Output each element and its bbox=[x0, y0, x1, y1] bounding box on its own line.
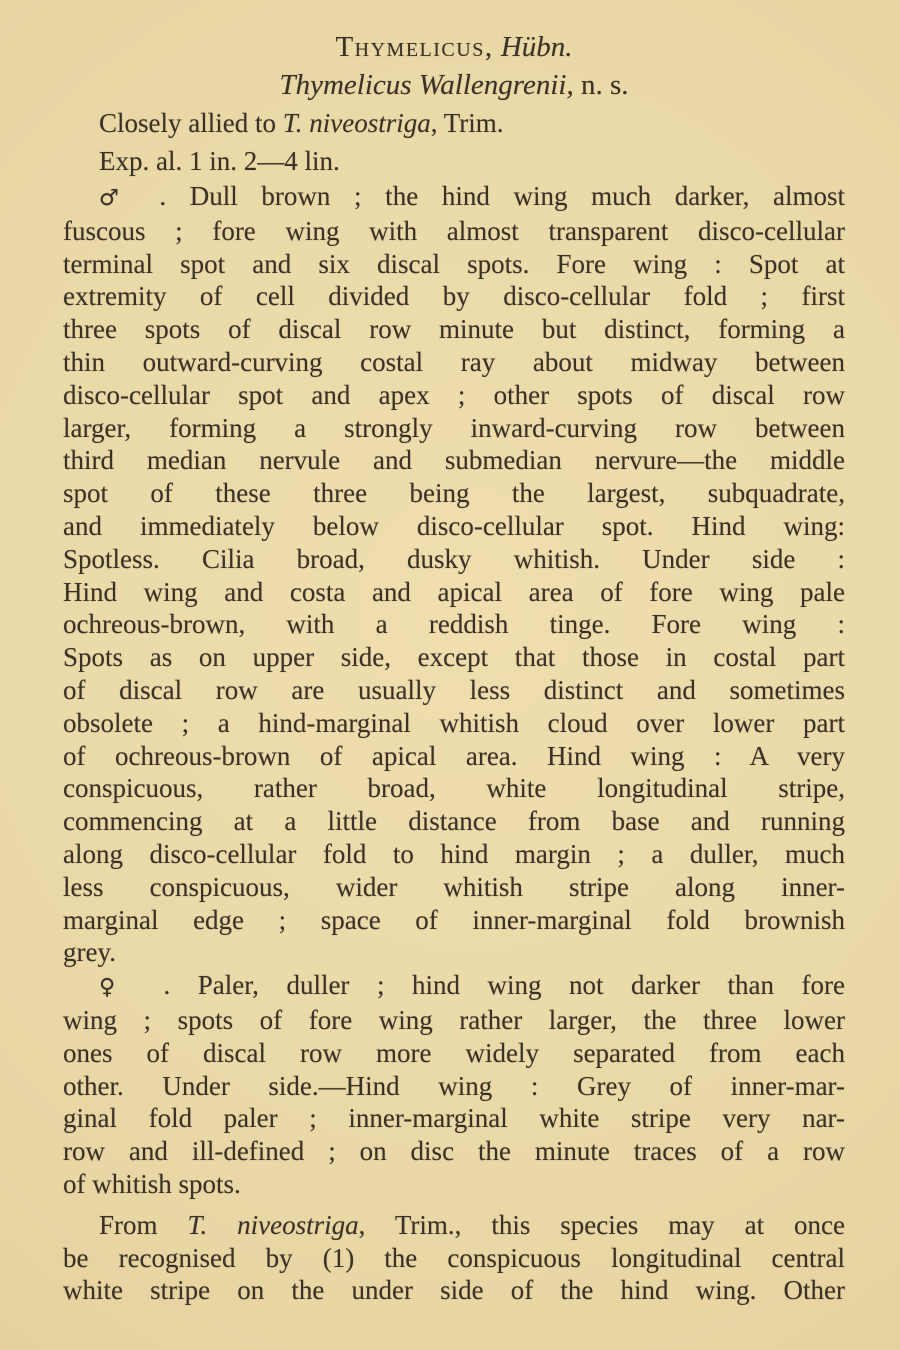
text-line bbox=[63, 1037, 845, 1070]
text-run: From bbox=[99, 1209, 188, 1240]
text-line bbox=[63, 1209, 845, 1242]
text-line bbox=[63, 477, 845, 510]
text-run: be recognised by (1) the conspicuous longitudinal central bbox=[63, 1242, 845, 1273]
text-line bbox=[63, 444, 845, 477]
text-run: of whitish spots. bbox=[63, 1168, 241, 1199]
intro-lines bbox=[63, 104, 845, 180]
text-line bbox=[63, 215, 845, 248]
text-line bbox=[63, 1070, 845, 1103]
text-run: . Paler, duller ; hind wing not darker than fore bbox=[135, 970, 845, 1001]
text-line bbox=[63, 707, 845, 740]
text-run: ones of discal row more widely separated from each bbox=[63, 1037, 845, 1068]
text-line bbox=[63, 740, 845, 773]
text-line bbox=[63, 280, 845, 313]
text-line bbox=[63, 1242, 845, 1275]
text-line bbox=[63, 936, 845, 969]
species-heading bbox=[63, 66, 845, 104]
text-line bbox=[63, 412, 845, 445]
text-line bbox=[63, 1135, 845, 1168]
text-line bbox=[63, 576, 845, 609]
text-run: commencing at a little distance from base and running bbox=[63, 806, 845, 837]
text-run: row and ill-defined ; on disc the minute traces of a row bbox=[63, 1136, 845, 1167]
text-line bbox=[63, 180, 845, 215]
text-run: thin outward-curving costal ray about midway between bbox=[63, 346, 845, 377]
text-run: , Trim. bbox=[430, 108, 504, 138]
italic-run: Thymelicus Wallengrenii, bbox=[279, 69, 574, 101]
text-line bbox=[63, 1168, 845, 1201]
text-run: fuscous ; fore wing with almost transparent disco-cellular bbox=[63, 215, 845, 246]
text-run: . Dull brown ; the hind wing much darker, almost bbox=[135, 181, 845, 211]
intro-line bbox=[63, 142, 845, 180]
text-line bbox=[63, 1102, 845, 1135]
text-line bbox=[63, 641, 845, 674]
text-line bbox=[63, 379, 845, 412]
description-paragraphs bbox=[63, 180, 845, 1307]
smallcaps-run: Thymelicus, bbox=[335, 31, 494, 63]
genus-heading bbox=[63, 28, 845, 66]
text-run: ochreous-brown, with a reddish tinge. Fore wing : bbox=[63, 609, 845, 640]
text-line bbox=[63, 510, 845, 543]
comparison-paragraph bbox=[63, 1209, 845, 1307]
text-line bbox=[63, 608, 845, 641]
text-run: Spotless. Cilia broad, dusky whitish. Under side : bbox=[63, 543, 845, 574]
text-line bbox=[63, 772, 845, 805]
text-run: Closely allied to bbox=[99, 108, 283, 138]
text-run: Hind wing and costa and apical area of fore wing pale bbox=[63, 576, 845, 607]
gender-symbol: ♀ bbox=[99, 974, 136, 1001]
text-run: Exp. al. 1 in. 2—4 lin. bbox=[99, 146, 340, 176]
text-line bbox=[63, 969, 845, 1004]
text-run: marginal edge ; space of inner-marginal fold brownish bbox=[63, 904, 845, 935]
text-run: three spots of discal row minute but distinct, forming a bbox=[63, 314, 845, 345]
text-line bbox=[63, 1004, 845, 1037]
text-run: obsolete ; a hind-marginal whitish cloud over lower part bbox=[63, 707, 845, 738]
text-line bbox=[63, 805, 845, 838]
text-run: larger, forming a strongly inward-curving row between bbox=[63, 412, 845, 443]
text-run: extremity of cell divided by disco-cellular fold ; first bbox=[63, 281, 845, 312]
text-run: grey. bbox=[63, 937, 116, 968]
text-run: along disco-cellular fold to hind margin ; a duller, much bbox=[63, 838, 845, 869]
text-run: disco-cellular spot and apex ; other spots of discal row bbox=[63, 379, 845, 410]
text-run: other. Under side.—Hind wing : Grey of inner-mar- bbox=[63, 1070, 845, 1101]
gender-symbol: ♂ bbox=[99, 185, 136, 211]
text-run: white stripe on the under side of the hind wing. Other bbox=[63, 1275, 845, 1306]
text-line bbox=[63, 674, 845, 707]
text-line bbox=[63, 871, 845, 904]
text-run: terminal spot and six discal spots. Fore wing : Spot at bbox=[63, 248, 845, 279]
intro-line bbox=[63, 104, 845, 142]
text-line bbox=[63, 1274, 845, 1307]
text-run: of discal row are usually less distinct and sometimes bbox=[63, 674, 845, 705]
female-description-paragraph bbox=[63, 969, 845, 1201]
text-run: ginal fold paler ; inner-marginal white stripe very nar- bbox=[63, 1103, 845, 1134]
text-run: , Trim., this species may at once bbox=[358, 1209, 846, 1240]
text-line bbox=[63, 904, 845, 937]
text-run: n. s. bbox=[573, 69, 629, 101]
text-run: conspicuous, rather broad, white longitudinal stripe, bbox=[63, 773, 845, 804]
text-run: Spots as on upper side, except that those in costal part bbox=[63, 642, 845, 673]
text-run: spot of these three being the largest, subquadrate, bbox=[63, 478, 845, 509]
italic-run: T. niveostriga bbox=[187, 1209, 359, 1240]
male-description-paragraph bbox=[63, 180, 845, 969]
text-run: and immediately below disco-cellular spot. Hind wing: bbox=[63, 510, 845, 541]
italic-run: T. niveostriga bbox=[282, 108, 431, 138]
text-run: of ochreous-brown of apical area. Hind wing : A very bbox=[63, 740, 845, 771]
text-run: wing ; spots of fore wing rather larger, the three lower bbox=[63, 1004, 845, 1035]
text-run bbox=[494, 31, 501, 63]
text-line bbox=[63, 313, 845, 346]
text-line bbox=[63, 543, 845, 576]
text-block bbox=[63, 28, 845, 1307]
text-line bbox=[63, 346, 845, 379]
text-run: less conspicuous, wider whitish stripe along inner- bbox=[63, 871, 845, 902]
text-run: third median nervule and submedian nervure—the middle bbox=[63, 445, 845, 476]
text-line bbox=[63, 838, 845, 871]
italic-run: Hübn. bbox=[500, 31, 573, 63]
text-line bbox=[63, 248, 845, 281]
